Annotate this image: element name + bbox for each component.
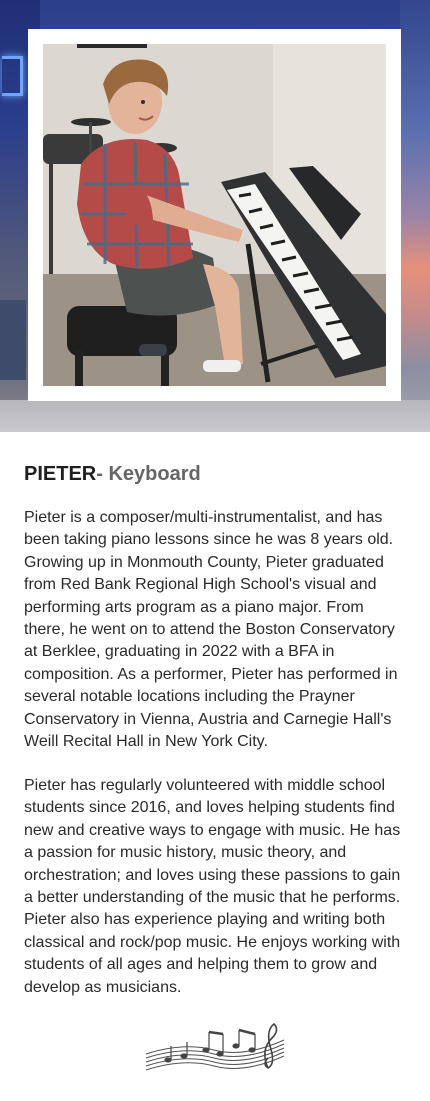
hero-banner: [0, 0, 430, 432]
pieter-keyboard-illustration: [43, 44, 386, 386]
photo-frame: [28, 29, 401, 401]
musician-name-heading: [24, 462, 410, 486]
window-sign: [0, 300, 26, 380]
musician-name: PIETER: [24, 463, 97, 485]
bio-paragraph-1: Pieter is a composer/multi-instrumentalist, and has been taking piano lessons since he was 8 years old. Growing up in Monmouth County, Pieter graduated from Red Bank Regional High School's visual and performing arts program as a piano major. From there, he went on to attend the Boston Conservatory at Berklee, graduating in 2022 with a BFA in composition. As a performer, Pieter has performed in several notable locations including the Prayner Conservatory in Vienna, Austria and Carnegie Hall's Weill Recital Hall in New York City.: [24, 509, 398, 751]
profile-photo: [43, 44, 386, 386]
musician-instrument: - Keyboard: [96, 463, 201, 485]
sidewalk-backdrop: [0, 400, 430, 432]
music-notes-icon: [144, 1020, 286, 1072]
bio-paragraph-2: Pieter has regularly volunteered with middle school students since 2016, and loves helping students find new and creative ways to engage with music. He has a passion for music history, music theory, and orchestration; and loves using these passions to gain a better understanding of the music that he performs. Pieter also has experience playing and writing both classical and rock/pop music. He enjoys working with students of all ages and helping them to grow and develop as musicians.: [24, 777, 401, 996]
sunset-sky-backdrop: [400, 0, 430, 432]
neon-sign: [2, 56, 23, 96]
